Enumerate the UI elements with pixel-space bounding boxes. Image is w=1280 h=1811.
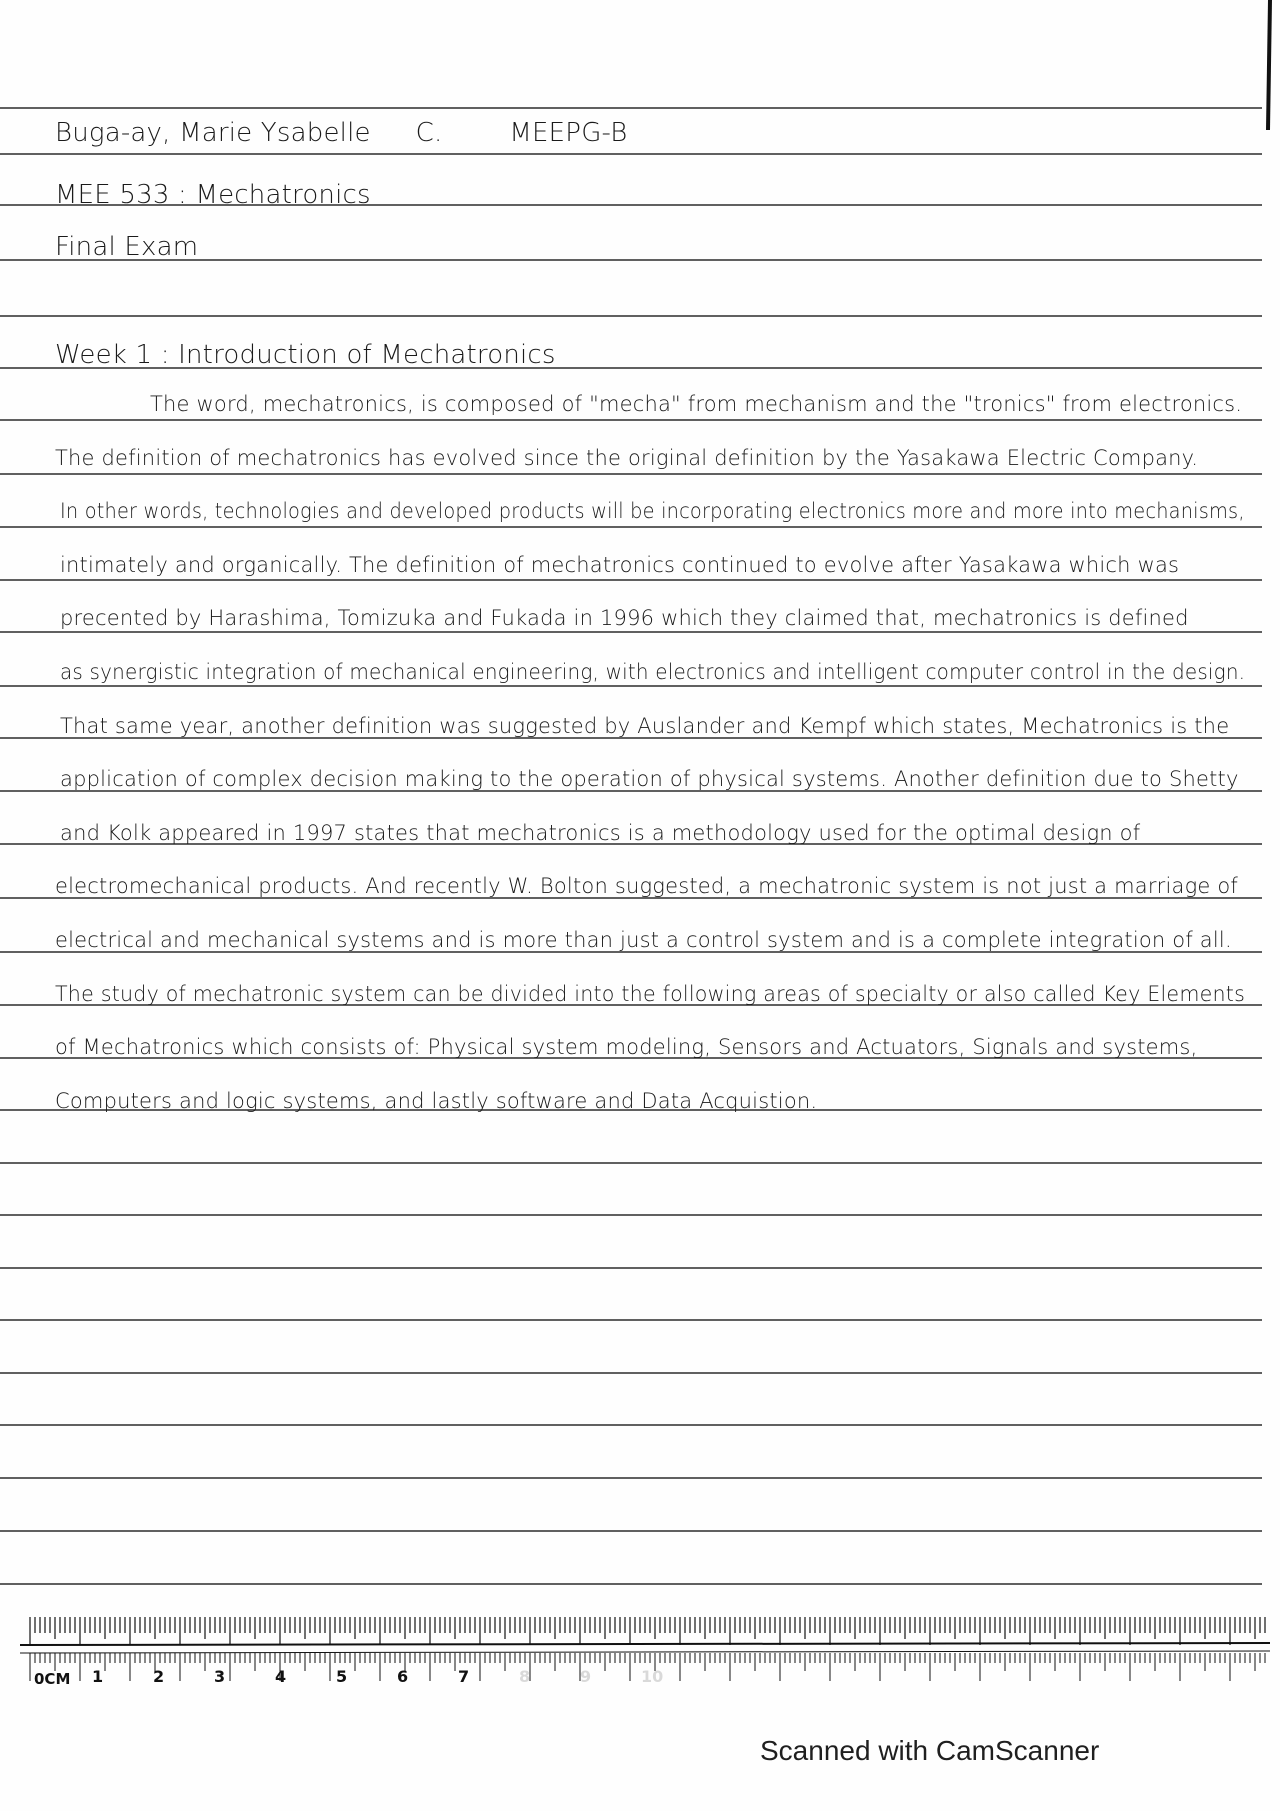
student-header-line — [55, 118, 627, 148]
ruler-number: 3 — [214, 1667, 226, 1686]
ruler-number: 8 — [519, 1667, 531, 1686]
measuring-ruler — [0, 1615, 1280, 1735]
ruler-ticks — [0, 1615, 1280, 1735]
ruler-unit-label: 0CM — [34, 1670, 71, 1688]
paragraph-line: electromechanical products. And recently W. Bolton suggested, a mechatronic system is not just a marriage of — [55, 874, 1239, 899]
paragraph-line: electrical and mechanical systems and is more than just a control system and is a complete integration of all. — [55, 928, 1232, 952]
student-initial: C. — [415, 118, 443, 148]
student-section: MEEPG-B — [509, 118, 628, 148]
ruler-number: 2 — [153, 1667, 165, 1686]
paragraph-line: In other words, technologies and developed products will be incorporating electronics more and more into mechanisms, — [60, 499, 1245, 524]
paragraph-line: Computers and logic systems, and lastly software and Data Acquistion. — [55, 1088, 818, 1113]
paragraph-line: The definition of mechatronics has evolved since the original definition by the Yasakawa Electric Company. — [55, 445, 1199, 470]
paragraph-line: as synergistic integration of mechanical engineering, with electronics and intelligent computer control in the design. — [60, 660, 1246, 684]
paragraph-line: The word, mechatronics, is composed of "mecha" from mechanism and the "tronics" from electronics. — [150, 392, 1243, 416]
paragraph-line: of Mechatronics which consists of: Physical system modeling, Sensors and Actuators, Signals and systems, — [55, 1035, 1198, 1060]
student-name: Buga-ay, Marie Ysabelle — [55, 118, 371, 148]
exam-title: Final Exam — [55, 232, 199, 262]
page-edge-mark — [1268, 0, 1270, 130]
course-title: MEE 533 : Mechatronics — [55, 180, 371, 210]
paragraph-line: application of complex decision making to the operation of physical systems. Another definition due to Shetty — [60, 767, 1239, 792]
ruler-number: 10 — [641, 1667, 664, 1686]
paragraph-line: and Kolk appeared in 1997 states that mechatronics is a methodology used for the optimal design of — [60, 820, 1141, 845]
ruler-number: 1 — [92, 1667, 104, 1686]
ruler-number: 7 — [458, 1667, 470, 1686]
section-title: Week 1 : Introduction of Mechatronics — [55, 340, 556, 370]
camscanner-watermark: Scanned with CamScanner — [760, 1735, 1100, 1766]
paragraph-line: precented by Harashima, Tomizuka and Fukada in 1996 which they claimed that, mechatronics is defined — [60, 606, 1189, 631]
ruler-number: 5 — [336, 1667, 348, 1686]
ruler-number: 4 — [275, 1667, 287, 1686]
paragraph-line: That same year, another definition was suggested by Auslander and Kempf which states, Mechatronics is the — [60, 713, 1230, 738]
ruler-number: 6 — [397, 1667, 409, 1686]
ruler-number: 9 — [580, 1667, 592, 1686]
paragraph-line: intimately and organically. The definition of mechatronics continued to evolve after Yasakawa which was — [60, 552, 1180, 577]
paragraph-line: The study of mechatronic system can be divided into the following areas of specialty or also called Key Elements — [55, 981, 1246, 1006]
